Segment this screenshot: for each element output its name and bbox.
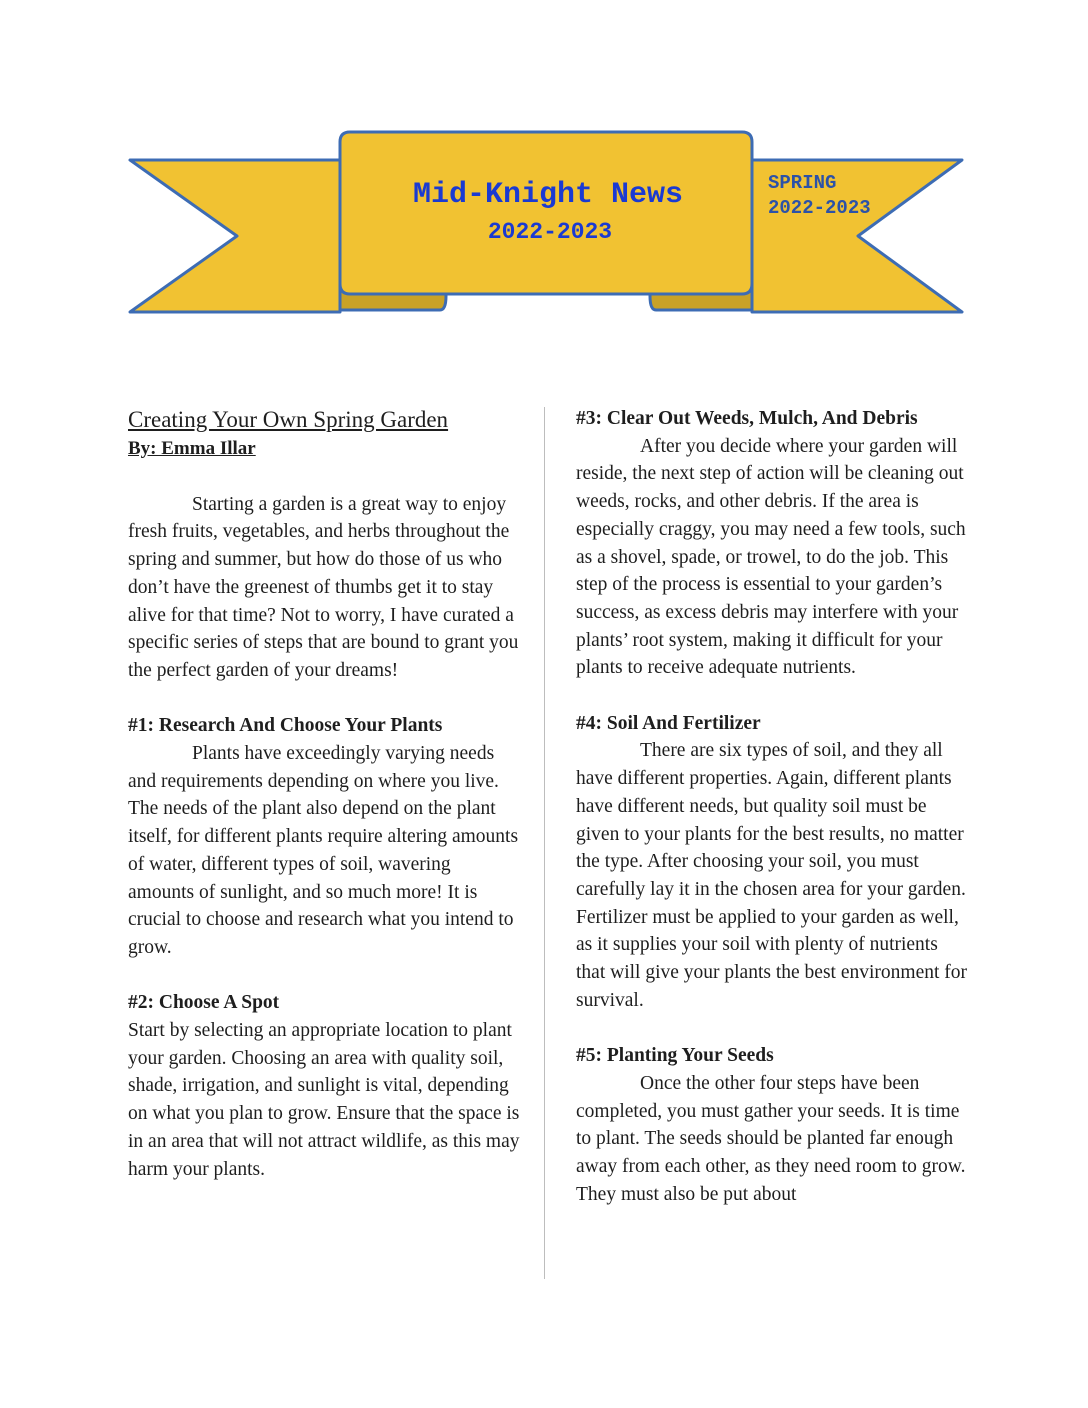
step-5-heading: #5: Planting Your Seeds — [576, 1045, 774, 1067]
step-3-heading: #3: Clear Out Weeds, Mulch, And Debris — [576, 408, 918, 429]
column-divider — [544, 407, 545, 1279]
masthead-title: Mid-Knight News — [412, 178, 684, 212]
article-left-column — [128, 405, 520, 1183]
masthead-year: 2022-2023 — [487, 219, 613, 245]
banner-center-panel — [340, 132, 752, 294]
step-2-body: Start by selecting an appropriate location to plant your garden. Choosing an area with quality soil, shade, irrigation, and sunlight is vital, depending on what you plan to grow. Ensure that the space is in an area that will not attract wildlife, as this may harm your plants. — [128, 1020, 520, 1180]
article-right-column — [576, 405, 971, 1208]
step-1-body: Plants have exceedingly varying needs and requirements depending on where you live. The needs of the plant also depend on the plant itself, for different plants require altering amounts of water, different types of soil, wavering amounts of sunlight, and so much more! It is crucial to choose and research what you intend to grow. — [128, 743, 519, 958]
article-title: Creating Your Own Spring Garden — [128, 407, 449, 432]
banner-left-tail — [130, 160, 340, 312]
step-4-heading: #4: Soil And Fertilizer — [576, 712, 761, 734]
edition-year: 2022-2023 — [768, 197, 871, 219]
step-3-body: After you decide where your garden will reside, the next step of action will be cleaning out weeds, rocks, and other debris. If the area is especially craggy, you may need a few tools, such as a shovel, spade, or trowel, to do the job. This step of the process is essential to your garden’s success, as excess debris may interfere with your plants’ root system, making it difficult for your plants to receive adequate nutrients. — [576, 435, 966, 679]
step-1-heading: #1: Research And Choose Your Plants — [128, 715, 443, 737]
step-4-body: There are six types of soil, and they all have different properties. Again, different plants have different needs, but quality soil must be given to your plants for the best results, no matter the type. After choosing your soil, you must carefully lay it in the chosen area for your garden. Fertilizer must be applied to your garden as well, as it supplies your soil with plenty of nutrients that will give your plants the best environment for survival. — [576, 740, 967, 1011]
step-2-heading: #2: Choose A Spot — [128, 992, 280, 1014]
edition-season: SPRING — [768, 172, 837, 194]
article-byline: By: Emma Illar — [128, 438, 256, 459]
article-intro: Starting a garden is a great way to enjoy fresh fruits, vegetables, and herbs throughout the spring and summer, but how do those of us who don’t have the greenest of thumbs get it to stay alive for that time? Not to worry, I have curated a specific series of steps that are bound to grant you the perfect garden of your dreams! — [128, 493, 519, 681]
masthead-banner — [0, 0, 1088, 330]
step-5-body: Once the other four steps have been completed, you must gather your seeds. It is time to plant. The seeds should be planted far enough away from each other, as they need room to grow. They must also be put about — [576, 1072, 966, 1205]
